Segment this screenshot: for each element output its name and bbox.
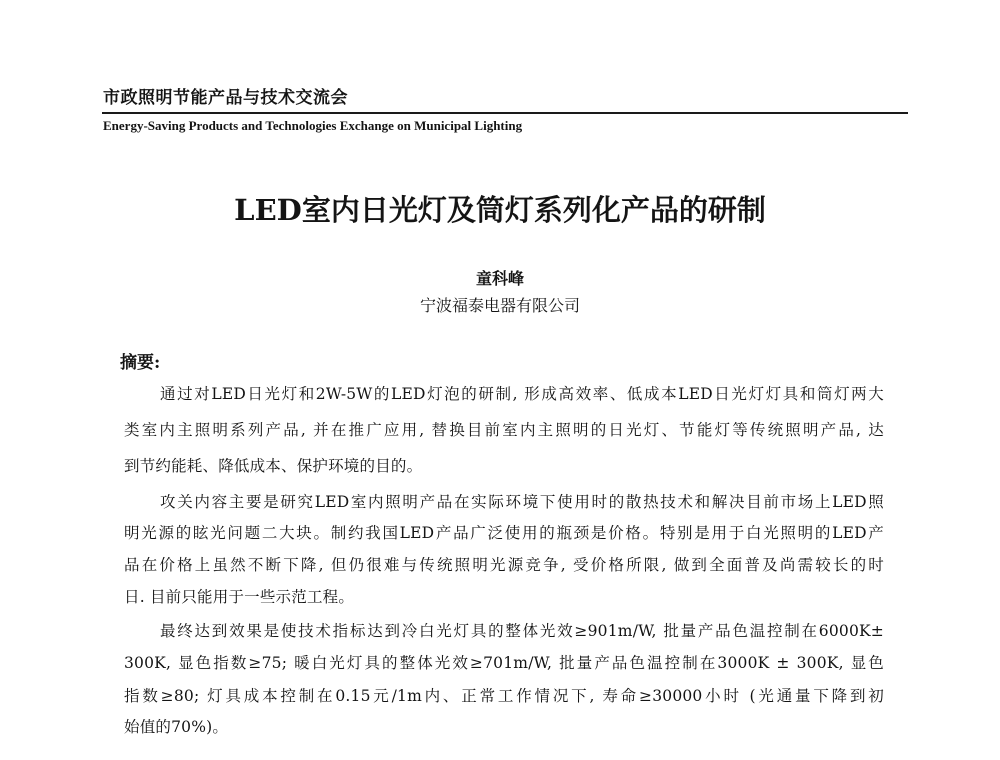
abstract-line: 始值的70%)。 bbox=[124, 718, 229, 736]
header-rule bbox=[102, 112, 908, 114]
journal-title-en: Energy-Saving Products and Technologies Exchange on Municipal Lighting bbox=[103, 118, 523, 133]
abstract-line: 最终达到效果是使技术指标达到冷白光灯具的整体光效≥901m/W, 批量产品色温控制在6000K± bbox=[160, 622, 884, 640]
abstract-line: 攻关内容主要是研究LED室内照明产品在实际环境下使用时的散热技术和解决目前市场上LED照 bbox=[160, 493, 884, 511]
abstract-line: 通过对LED日光灯和2W-5W的LED灯泡的研制, 形成高效率、低成本LED日光灯灯具和筒灯两大 bbox=[160, 385, 884, 403]
abstract-heading: 摘要: bbox=[120, 353, 161, 373]
abstract-line: 指数≥80; 灯具成本控制在0.15元/1m内、正常工作情况下, 寿命≥30000小时 (光通量下降到初 bbox=[124, 687, 884, 705]
abstract-line: 到节约能耗、降低成本、保护环境的目的。 bbox=[124, 457, 423, 475]
author-affiliation: 宁波福泰电器有限公司 bbox=[419, 296, 580, 315]
abstract-line: 日. 目前只能用于一些示范工程。 bbox=[124, 588, 355, 606]
abstract-line: 类室内主照明系列产品, 并在推广应用, 替换目前室内主照明的日光灯、节能灯等传统照明产品, 达 bbox=[124, 421, 884, 439]
article-title: LED室内日光灯及筒灯系列化产品的研制 bbox=[234, 193, 766, 227]
abstract-line: 明光源的眩光问题二大块。制约我国LED产品广泛使用的瓶颈是价格。特别是用于白光照明的LED产 bbox=[124, 524, 884, 542]
journal-title-zh: 市政照明节能产品与技术交流会 bbox=[103, 88, 348, 108]
author-name: 童科峰 bbox=[475, 269, 524, 288]
abstract-line: 品在价格上虽然不断下降, 但仍很难与传统照明光源竞争, 受价格所限, 做到全面普及尚需较长的时 bbox=[124, 556, 884, 574]
abstract-line: 300K, 显色指数≥75; 暖白光灯具的整体光效≥701m/W, 批量产品色温控制在3000K ± 300K, 显色 bbox=[124, 654, 884, 672]
